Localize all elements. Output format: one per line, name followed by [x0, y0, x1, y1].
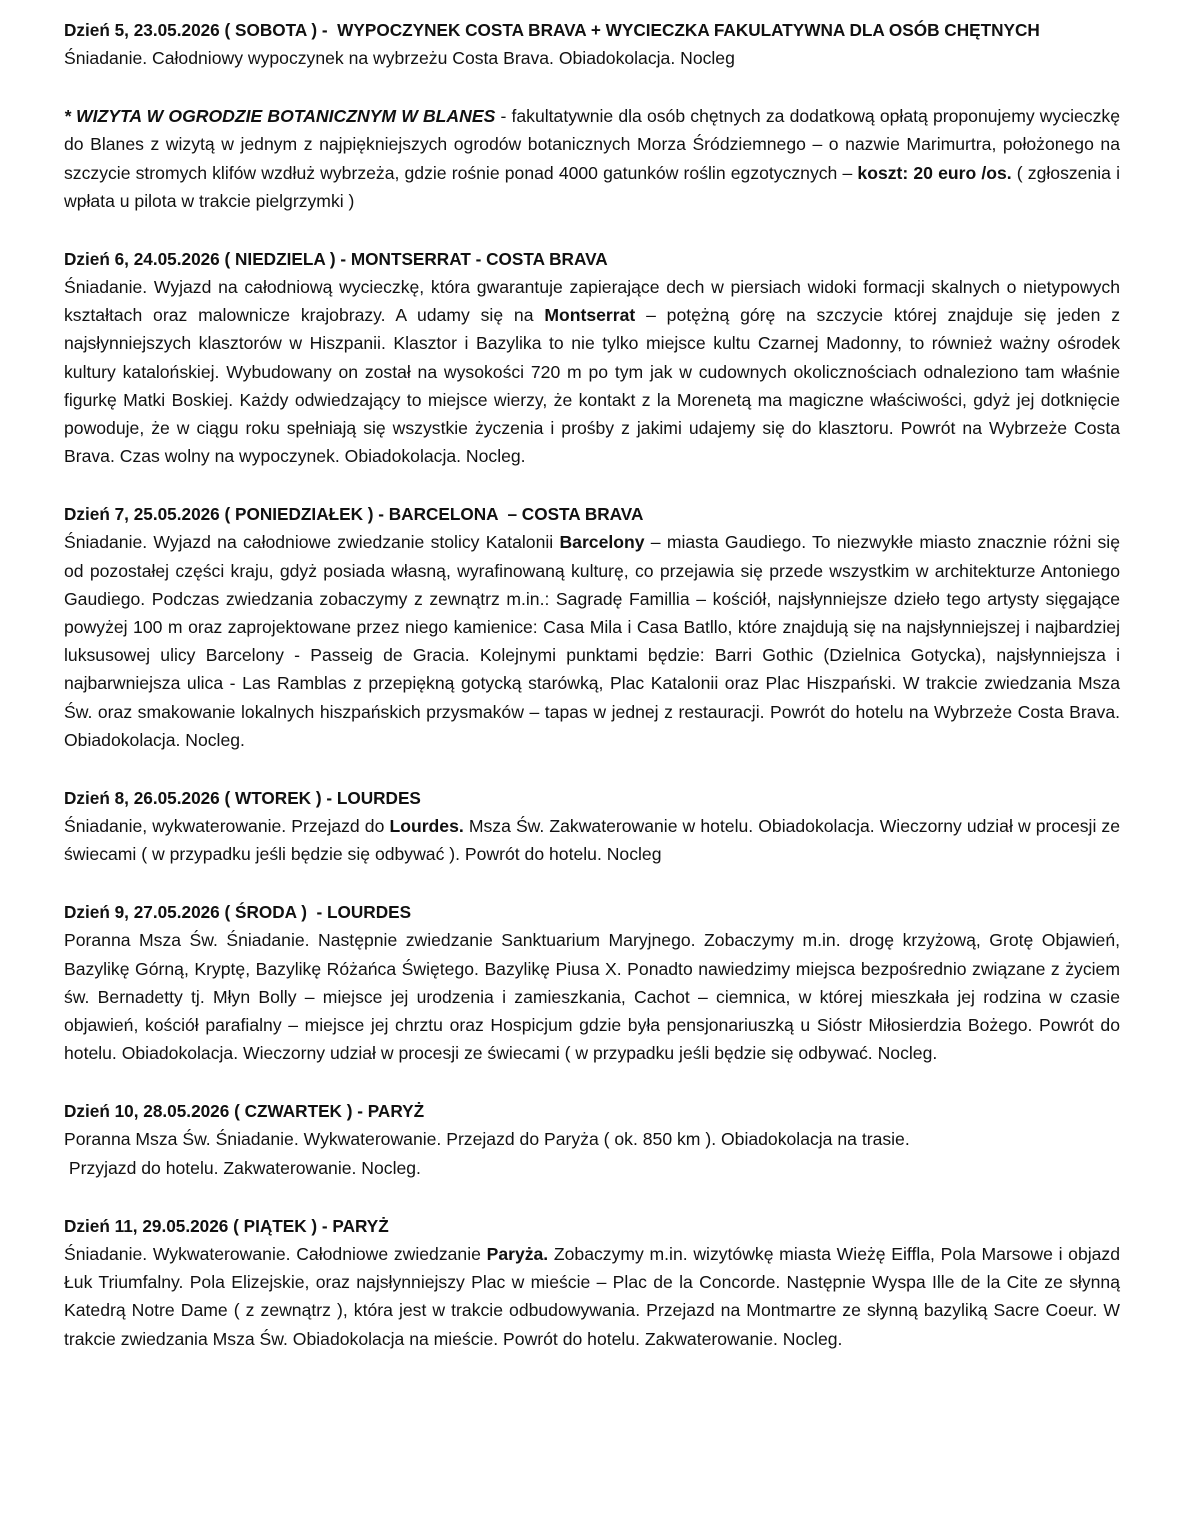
day-8-section [64, 784, 1120, 868]
day-8-title: Dzień 8, 26.05.2026 ( WTOREK ) - LOURDES [64, 788, 421, 809]
day-11-bold: Paryża. [486, 1243, 549, 1264]
day-7-title: Dzień 7, 25.05.2026 ( PONIEDZIAŁEK ) - BARCELONA – COSTA BRAVA [64, 504, 644, 525]
day-5-body: Śniadanie. Całodniowy wypoczynek na wybrzeżu Costa Brava. Obiadokolacja. Nocleg [64, 48, 735, 68]
day-8-text-1: Śniadanie, wykwaterowanie. Przejazd do [64, 816, 390, 837]
day-7-text-2: – miasta Gaudiego. To niezwykłe miasto znacznie różni się od pozostałej części kraju, gdyż posiada własną, wyrafinowaną kulturę, co przejawia się przede wszystkim w architekturze Antoniego Gaudiego. Podczas zwiedzania zobaczymy z zewnątrz m.in.: Sagradę Famillia – kościół, najsłynniejsze dzieło tego artysty sięgające powyżej 100 m oraz zaprojektowane przez niego kamienice: Casa Mila i Casa Batllo, które znajdują się na najsłynniejszej i najbardziej luksusowej ulicy Barcelony - Passeig de Gracia. Kolejnymi punktami będzie: Barri Gothic (Dzielnica Gotycka), najsłynniejsza i najbarwniejsza ulica - Las Ramblas z przepiękną gotycką starówką, Plac Katalonii oraz Plac Hiszpański. W trakcie zwiedzania Msza Św. oraz smakowanie lokalnych hiszpańskich przysmaków – tapas w jednej z restauracji. Powrót do hotelu na Wybrzeże Costa Brava. Obiadokolacja. Nocleg. [64, 532, 1121, 750]
day-6-section [64, 245, 1120, 470]
day-6-title: Dzień 6, 24.05.2026 ( NIEDZIELA ) - MONTSERRAT - COSTA BRAVA [64, 249, 608, 270]
day-7-body [64, 528, 1120, 754]
day-11-title: Dzień 11, 29.05.2026 ( PIĄTEK ) - PARYŻ [64, 1215, 389, 1236]
day-10-line-1: Poranna Msza Św. Śniadanie. Wykwaterowanie. Przejazd do Paryża ( ok. 850 km ). Obiadokolacja na trasie. [64, 1129, 910, 1150]
excursion-lead: * WIZYTA W OGRODZIE BOTANICZNYM W BLANES [64, 106, 496, 127]
day-7-section [64, 500, 1120, 754]
day-11-section [64, 1212, 1120, 1353]
excursion-paragraph [64, 102, 1120, 215]
day-10-title: Dzień 10, 28.05.2026 ( CZWARTEK ) - PARYŻ [64, 1101, 425, 1122]
excursion-cost: koszt: 20 euro /os. [857, 162, 1012, 183]
day-10-line-2: Przyjazd do hotelu. Zakwaterowanie. Nocleg. [64, 1157, 421, 1178]
day-8-text-2: Msza Św. Zakwaterowanie w hotelu. Obiadokolacja. Wieczorny udział w procesji ze świecami ( w przypadku jeśli będzie się odbywać ). Powrót do hotelu. Nocleg [64, 816, 1121, 865]
excursion-section [64, 102, 1120, 215]
day-6-text-2: – potężną górę na szczycie której znajduje się jeden z najsłynniejszych klasztorów w Hiszpanii. Klasztor i Bazylika to nie tylko miejsce kultu Czarnej Madonny, to również ważny ośrodek kultury katalońskiej. Wybudowany on został na wysokości 720 m po tym jak w cudownych okolicznościach odnaleziono tam właśnie figurkę Matki Boskiej. Każdy odwiedzający to miejsce wierzy, że kontakt z la Morenetą ma magiczne właściwości, gdyż jej dotknięcie powoduje, że w ciągu roku spełniają się wszystkie życzenia i prośby z jakimi udajemy się do klasztoru. Powrót na Wybrzeże Costa Brava. Czas wolny na wypoczynek. Obiadokolacja. Nocleg. [64, 305, 1120, 467]
day-6-text-1: Śniadanie. Wyjazd na całodniową wycieczkę, która gwarantuje zapierające dech w piersiach widoki formacji skalnych o nietypowych kształtach oraz malownicze krajobrazy. A udamy się na [64, 277, 1120, 326]
day-6-bold: Montserrat [544, 305, 636, 326]
day-11-text-1: Śniadanie. Wykwaterowanie. Całodniowe zwiedzanie [64, 1243, 487, 1264]
excursion-text-1: - fakultatywnie dla osób chętnych za dodatkową opłatą proponujemy wycieczkę do Blanes z wizytą w jednym z najpiękniejszych ogrodów botanicznych Morza Śródziemnego – o nazwie Marimurtra, położonego na szczycie stromych klifów wzdłuż wybrzeża, gdzie rośnie ponad 4000 gatunków roślin egzotycznych – [64, 106, 1120, 183]
day-9-section [64, 898, 1120, 1067]
day-6-body [64, 273, 1120, 470]
day-8-body [64, 812, 1120, 868]
day-10-section [64, 1097, 1120, 1181]
day-7-text-1: Śniadanie. Wyjazd na całodniowe zwiedzanie stolicy Katalonii [64, 532, 560, 553]
day-8-bold: Lourdes. [389, 816, 464, 837]
excursion-text-2: ( zgłoszenia i wpłata u pilota w trakcie pielgrzymki ) [64, 162, 1120, 211]
day-11-text-2: Zobaczymy m.in. wizytówkę miasta Wieżę Eiffla, Pola Marsowe i objazd Łuk Triumfalny. Pola Elizejskie, oraz najsłynniejszy Plac w mieście – Plac de la Concorde. Następnie Wyspa Ille de la Cite ze słynną Katedrą Notre Dame ( z zewnątrz ), która jest w trakcie odbudowywania. Przejazd na Montmartre ze słynną bazyliką Sacre Coeur. W trakcie zwiedzania Msza Św. Obiadokolacja na mieście. Powrót do hotelu. Zakwaterowanie. Nocleg. [64, 1243, 1121, 1349]
day-9-title: Dzień 9, 27.05.2026 ( ŚRODA ) - LOURDES [64, 902, 412, 923]
day-5-title: Dzień 5, 23.05.2026 ( SOBOTA ) - WYPOCZYNEK COSTA BRAVA + WYCIECZKA FAKULATYWNA DLA OSÓB CHĘTNYCH [64, 20, 1040, 40]
day-11-body [64, 1240, 1120, 1353]
day-7-bold: Barcelony [559, 532, 645, 553]
day-9-body: Poranna Msza Św. Śniadanie. Następnie zwiedzanie Sanktuarium Maryjnego. Zobaczymy m.in. drogę krzyżową, Grotę Objawień, Bazylikę Górną, Kryptę, Bazylikę Różańca Świętego. Bazylikę Piusa X. Ponadto nawiedzimy miejsca bezpośrednio związane z życiem św. Bernadetty tj. Młyn Bolly – miejsce jej urodzenia i zamieszkania, Cachot – ciemnica, w której mieszkała jej rodzina w czasie objawień, kościół parafialny – miejsce jej chrztu oraz Hospicjum gdzie była pensjonariuszką u Sióstr Miłosierdzia Bożego. Powrót do hotelu. Obiadokolacja. Wieczorny udział w procesji ze świecami ( w przypadku jeśli będzie się odbywać. Nocleg. [64, 930, 1120, 1064]
day-5-section [64, 16, 1120, 72]
